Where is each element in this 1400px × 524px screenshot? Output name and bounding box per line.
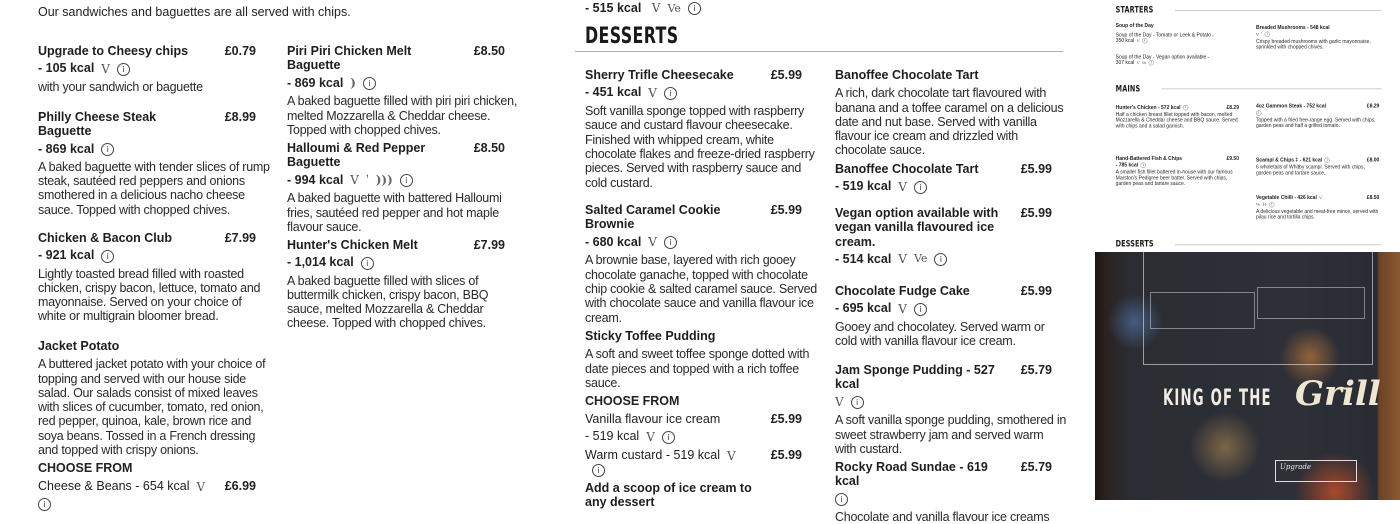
item-header [1116, 23, 1239, 29]
item-kcal: - 621 kcal [1299, 157, 1323, 163]
item-name-text: 4oz Gammon Steak [1255, 103, 1303, 109]
item-header [287, 44, 505, 73]
photo-headline-script: Grill [1295, 374, 1381, 414]
item-header [835, 460, 1052, 489]
item-kcal-line [1256, 110, 1379, 116]
menu-item [585, 412, 802, 444]
vegetarian-icon: V [1136, 38, 1140, 43]
item-name-text: Halloumi & Red Pepper Baguette [287, 141, 426, 170]
item-name-text: Hunter's Chicken Melt [287, 238, 418, 252]
photo-box-left [1150, 292, 1255, 329]
menu-item [835, 363, 1067, 457]
chilli-icon: ))) [375, 173, 393, 188]
item-price: £5.99 [770, 412, 802, 426]
item-name [835, 363, 1052, 392]
vegetarian-icon: V [646, 429, 655, 444]
item-kcal-line [38, 248, 256, 262]
info-icon[interactable]: i [934, 253, 947, 266]
sandwiches-intro: Our sandwiches and baguettes are all served with chips. [38, 5, 351, 19]
info-icon[interactable]: i [851, 396, 864, 409]
desserts-thumb-heading: DESSERTS [1115, 238, 1154, 249]
vegetarian-icon: V [196, 479, 206, 494]
item-header [835, 68, 1052, 82]
menu-item [38, 110, 270, 217]
item-name [835, 206, 1052, 249]
item-header [585, 329, 802, 343]
item-name [1256, 25, 1379, 31]
item-name-text: Sherry Trifle Cheesecake [585, 68, 734, 82]
menu-item [1116, 105, 1239, 129]
item-name [38, 479, 256, 494]
item-kcal: - 519 kcal [585, 429, 640, 444]
item-name-text: Salted Caramel Cookie Brownie [585, 203, 721, 232]
choose-from-heading [585, 394, 802, 408]
choose-from-heading [38, 461, 256, 475]
menu-item [585, 448, 802, 477]
menu-item [1116, 54, 1239, 66]
vegetarian-icon: V [898, 252, 907, 267]
gluten-free-icon: ʼ [365, 173, 369, 188]
gluten-free-icon: ʼ [1261, 31, 1263, 38]
item-description: A baked baguette filled with piri piri chicken, melted Mozzarella & Cheddar cheese. Topped with chopped chives. [287, 94, 518, 138]
item-kcal: - 680 kcal [585, 234, 642, 249]
item-kcal-line [585, 85, 802, 100]
item-kcal-line [1256, 201, 1379, 207]
item-name-text: Chocolate Fudge Cake [835, 284, 970, 298]
item-description: A baked baguette with tender slices of rump steak, sautéed red peppers and onions smothered in a delicious nacho cheese sauce. Topped with chopped chives. [38, 159, 270, 217]
item-kcal: - 752 kcal [1303, 103, 1327, 109]
item-name [585, 68, 802, 82]
item-kcal: - 869 kcal [287, 75, 344, 90]
photo-headline: KING OF THE [1163, 386, 1272, 411]
item-header [585, 68, 802, 82]
item-header [38, 339, 256, 353]
desserts-divider [575, 51, 1063, 52]
item-name-text: Rocky Road Sundae [835, 460, 956, 474]
menu-item [585, 203, 817, 325]
item-header [1116, 156, 1239, 162]
item-kcal: - 527 kcal [835, 363, 995, 392]
info-icon[interactable]: i [688, 2, 701, 15]
item-name-text: Add a scoop of ice cream to any dessert [585, 481, 752, 510]
chilli-icon: )) [1262, 202, 1267, 207]
menu-item [835, 284, 1052, 349]
item-name-text: Cheese & Beans [38, 479, 132, 493]
info-icon[interactable]: i [914, 303, 927, 316]
item-description: A baked baguette filled with slices of buttermilk chicken, crispy bacon, BBQ sauce, melted Mozzarella & Cheddar cheese. Topped with chopped chives. [287, 273, 489, 331]
item-kcal: - 1,014 kcal [287, 255, 354, 270]
item-price: £5.99 [770, 448, 802, 462]
item-description: A rich, dark chocolate tart flavoured with banana and a toffee caramel on a delicious date and nut base. Served with vanilla flavour ice cream and drizzled with chocolate sauce. [835, 86, 1064, 158]
item-header [38, 479, 256, 494]
item-name-text: Chicken & Bacon Club [38, 231, 173, 245]
item-description: A smaller fish fillet battered in-house with our famous Marston's Pedigree beer batter. Served with chips, garden peas and tartare sauce. [1115, 169, 1233, 187]
item-price: £5.99 [1020, 162, 1052, 176]
info-icon[interactable]: i [101, 250, 114, 263]
menu-item [1116, 156, 1239, 187]
starters-divider [1175, 10, 1382, 11]
item-name-text: Piri Piri Chicken Melt Baguette [287, 44, 412, 73]
vegetarian-icon: V [101, 61, 110, 76]
vegetarian-icon: V [1136, 60, 1140, 65]
item-kcal: - 654 kcal [135, 479, 190, 493]
info-icon[interactable]: i [101, 143, 114, 156]
vegetarian-icon: V [898, 179, 907, 194]
info-icon[interactable]: i [664, 236, 677, 249]
item-name [585, 203, 802, 232]
item-price: £8.50 [473, 141, 505, 155]
menu-item [287, 44, 518, 138]
item-kcal: - 869 kcal [38, 141, 95, 156]
item-header [835, 363, 1052, 392]
item-description: Soft vanilla sponge topped with raspberry sauce and custard flavour cheesecake. Finished with whipped cream, white chocolate flakes and freeze-dried raspberry pieces. Served with raspberry sauce and cold custard. [585, 104, 815, 190]
desserts-thumb-divider [1175, 244, 1382, 245]
item-header [1116, 54, 1239, 66]
item-name-text: Hand-Battered Fish & Chips [1115, 155, 1183, 162]
item-kcal-line [287, 255, 505, 269]
info-icon[interactable]: i [914, 181, 927, 194]
menu-item [835, 460, 1052, 524]
item-header [1256, 103, 1379, 109]
item-kcal: - 307 kcal [1115, 53, 1210, 66]
menu-item [38, 479, 256, 511]
item-name-text: Banoffee Chocolate Tart [835, 68, 979, 82]
item-price: £0.79 [224, 44, 256, 58]
vegetarian-icon: V [1319, 195, 1323, 200]
info-icon[interactable]: i [117, 63, 130, 76]
item-description: A baked baguette with battered Halloumi fries, sautéed red pepper and hot maple flavour sauce. [287, 191, 502, 235]
item-price: £5.99 [1020, 206, 1052, 220]
info-icon[interactable]: i [1149, 60, 1154, 65]
item-description: with your sandwich or baguette [38, 80, 203, 95]
item-description: A brownie base, layered with rich gooey chocolate ganache, topped with chocolate chip cookie & salted caramel sauce. Served with chocolate sauce and vanilla flavour ice cream. [585, 253, 817, 325]
item-kcal-line [835, 179, 1052, 194]
item-name [287, 44, 505, 73]
menu-item [38, 339, 266, 458]
partial-kcal: - 515 kcal [585, 1, 642, 15]
item-header [835, 284, 1052, 298]
item-name-text: Vegan option available with vegan vanilla flavoured ice cream. [835, 206, 999, 249]
item-kcal-line [38, 142, 256, 156]
item-name [38, 339, 256, 353]
chilli-icon: ) [350, 76, 356, 91]
item-name-text: Jacket Potato [38, 339, 120, 353]
item-description: A delicious vegetable and meat-free mince, served with pilau rice and tortilla chips. [1255, 208, 1379, 220]
menu-item [585, 481, 802, 510]
vegetarian-icon: V [648, 235, 657, 250]
item-name [1116, 105, 1239, 111]
menu-item [1256, 103, 1379, 128]
item-name-text: Upgrade to Cheesy chips [38, 44, 189, 58]
info-icon[interactable]: i [662, 431, 675, 444]
item-name-text: Jam Sponge Pudding [835, 363, 963, 377]
menu-item [1116, 23, 1239, 29]
item-header [585, 481, 802, 510]
menu-item [287, 238, 505, 331]
choose-from-label: CHOOSE FROM [585, 394, 680, 408]
mains-heading: MAINS [1115, 83, 1141, 94]
item-description: 6 wholetails of Whitby scampi. Served with chips, garden peas and tartare sauce. [1255, 164, 1365, 176]
photo-upgrade-box: Upgrade [1275, 460, 1357, 482]
item-name [585, 329, 802, 343]
item-price: £8.29 [1366, 103, 1380, 109]
item-name-text: Soup of the Day [1115, 22, 1154, 29]
item-description: Lightly toasted bread filled with roasted chicken, crispy bacon, lettuce, tomato and mayonnaise. Served on your choice of white or multigrain bloomer bread. [38, 266, 261, 324]
item-name-text: Scampi & Chips ‡ [1255, 157, 1299, 163]
item-kcal-line [835, 252, 1052, 267]
item-price: £8.99 [224, 110, 256, 124]
item-price: £7.99 [224, 231, 256, 245]
item-header [585, 203, 802, 232]
item-kcal: - 695 kcal [835, 301, 892, 316]
item-name-text: Hunter's Chicken [1115, 104, 1157, 111]
item-header [835, 162, 1052, 176]
item-description: Half a chicken breast fillet topped with bacon, melted Mozzarella & Cheddar cheese and BBQ sauce. Served with chips and a salad garnish. [1115, 111, 1238, 129]
item-name [1116, 156, 1239, 162]
info-icon[interactable]: i [592, 464, 605, 477]
item-price: £5.99 [770, 203, 802, 217]
item-price: £5.79 [1020, 363, 1052, 377]
item-kcal: - 548 kcal [1307, 24, 1330, 31]
item-header [1116, 105, 1239, 111]
vegetarian-icon: V [835, 395, 844, 410]
item-header [38, 231, 256, 245]
item-price: £8.00 [1366, 157, 1380, 163]
item-name-text: Breaded Mushrooms [1255, 24, 1306, 31]
info-icon[interactable]: i [664, 87, 677, 100]
info-icon[interactable]: i [1142, 38, 1147, 43]
item-kcal-line [287, 76, 505, 91]
item-kcal-line [1116, 162, 1239, 168]
item-name [38, 110, 256, 139]
item-name-text: Sticky Toffee Pudding [585, 329, 716, 343]
info-icon[interactable]: i [1324, 158, 1329, 163]
info-icon[interactable]: i [361, 257, 374, 270]
item-name-text: Philly Cheese Steak Baguette [38, 110, 157, 139]
vegan-icon: Ve [1141, 60, 1147, 65]
item-kcal: - 519 kcal [665, 448, 721, 462]
vegan-icon: Ve [667, 2, 681, 16]
item-name-text: Warm custard [585, 448, 663, 462]
item-price: £5.79 [1020, 460, 1052, 474]
item-kcal: - 105 kcal [38, 61, 95, 76]
item-name [585, 412, 802, 426]
info-icon[interactable]: i [400, 174, 413, 187]
choose-from-label: CHOOSE FROM [38, 461, 133, 475]
item-kcal-line [38, 61, 256, 76]
item-name [1116, 32, 1239, 44]
item-kcal: - 350 kcal [1115, 31, 1214, 44]
item-kcal: - 921 kcal [38, 248, 95, 263]
item-name [38, 44, 256, 58]
item-name [835, 68, 1052, 82]
item-kcal: - 514 kcal [835, 251, 892, 266]
item-kcal: - 451 kcal [585, 85, 642, 100]
menu-item [585, 329, 810, 390]
item-header [1116, 32, 1239, 44]
item-description: A soft vanilla sponge pudding, smothered in sweet strawberry jam and served warm with custard. [835, 413, 1067, 457]
item-header [585, 448, 802, 477]
info-icon[interactable]: i [1141, 163, 1146, 168]
item-name [1256, 157, 1379, 163]
item-name [1116, 23, 1239, 29]
vegetarian-icon: V [1255, 31, 1259, 37]
item-description: A buttered jacket potato with your choice of topping and served with our house side salad. Our salads consist of mixed leaves with slices of cucumber, tomato, red onion, red pepper, quinoa, kale, brown rice and soya beans. Tossed in a French dressing and topped with crispy onions. [38, 357, 266, 458]
item-price: £6.99 [224, 479, 256, 493]
vegetarian-icon: V [898, 301, 907, 316]
partial-kcal-row [585, 1, 701, 16]
item-description: Topped with a fried free-range egg. Served with chips, garden peas and half a grilled tomato. [1255, 116, 1376, 129]
menu-photo[interactable] [1095, 252, 1400, 500]
item-name [1116, 54, 1239, 66]
item-price: £9.50 [1226, 155, 1239, 162]
vegan-icon: Ve [1255, 202, 1261, 207]
menu-item [38, 44, 256, 94]
item-kcal-line [1256, 31, 1379, 37]
item-name [1256, 103, 1379, 109]
item-kcal-line [585, 235, 802, 250]
vegetarian-icon: V [350, 173, 359, 188]
item-header [287, 141, 505, 170]
menu-item [1256, 25, 1379, 50]
item-header [1256, 195, 1379, 201]
item-name [287, 141, 505, 170]
menu-item [1116, 32, 1239, 44]
item-name-text: Banoffee Chocolate Tart [835, 162, 979, 176]
info-icon[interactable]: i [38, 498, 51, 511]
starters-heading: STARTERS [1115, 4, 1154, 15]
info-icon[interactable]: i [363, 77, 376, 90]
info-icon[interactable]: i [1256, 110, 1261, 115]
item-price: £8.50 [473, 44, 505, 58]
item-name [287, 238, 505, 252]
item-name [38, 231, 256, 245]
item-name-text: Soup of the Day - Vegan option available [1115, 53, 1207, 60]
item-price: £8.50 [1366, 194, 1380, 201]
mains-divider [1162, 88, 1382, 89]
item-header [835, 206, 1052, 249]
item-kcal: - 785 kcal [1115, 162, 1139, 168]
item-kcal: - 619 kcal [835, 460, 988, 489]
menu-thumbnail[interactable] [1095, 0, 1400, 252]
item-name [835, 460, 1052, 489]
menu-item [1256, 157, 1379, 175]
info-icon[interactable]: i [1183, 105, 1188, 110]
item-name [585, 448, 802, 477]
menu-item [1256, 195, 1379, 220]
item-description: A soft and sweet toffee sponge dotted with date pieces and topped with a rich toffee sauce. [585, 347, 810, 390]
item-kcal-line [835, 301, 1052, 316]
item-price: £8.29 [1226, 104, 1239, 111]
item-description: Crispy breaded mushrooms with garlic mayonnaise, sprinkled with chopped chives. [1255, 38, 1371, 50]
item-description: Gooey and chocolatey. Served warm or cold with vanilla flavour ice cream. [835, 320, 1045, 349]
item-kcal: - 994 kcal [287, 172, 344, 187]
item-header [585, 412, 802, 426]
vegetarian-icon: V [651, 1, 661, 16]
item-name [835, 162, 1052, 176]
info-icon[interactable]: i [835, 493, 848, 506]
photo-box-right [1257, 287, 1365, 319]
item-price: £5.99 [770, 68, 802, 82]
item-name-text: Vanilla flavour ice cream [585, 412, 721, 426]
vegetarian-icon: V [727, 448, 736, 463]
item-name [585, 481, 802, 510]
item-name [1256, 195, 1379, 201]
menu-item [835, 162, 1052, 194]
item-header [1256, 157, 1379, 163]
vegan-icon: Ve [913, 252, 928, 266]
menu-item [38, 231, 261, 324]
item-kcal-line [38, 497, 256, 511]
dietary-icons [645, 1, 701, 15]
item-kcal: - 572 kcal [1157, 104, 1181, 111]
info-icon[interactable]: i [1269, 202, 1274, 207]
vegetarian-icon: V [648, 85, 657, 100]
item-price: £7.99 [473, 238, 505, 252]
item-header [1256, 25, 1379, 31]
info-icon[interactable]: i [1265, 32, 1270, 37]
item-kcal: - 426 kcal [1294, 194, 1317, 201]
item-kcal-line [287, 173, 505, 188]
menu-item [835, 206, 1052, 267]
menu-item [835, 68, 1064, 158]
item-kcal: - 519 kcal [835, 179, 892, 194]
item-header [287, 238, 505, 252]
item-header [38, 110, 256, 139]
item-name-text: Vegetable Chilli [1255, 194, 1293, 201]
item-name-text: Soup of the Day - Tomato or Leek & Potato [1115, 31, 1211, 38]
desserts-heading: DESSERTS [585, 24, 679, 49]
menu-item [585, 68, 815, 190]
item-description: Chocolate and vanilla flavour ice creams [835, 509, 1050, 524]
item-kcal-line [835, 492, 1052, 506]
item-kcal-line [835, 395, 1052, 410]
item-price: £5.99 [1020, 284, 1052, 298]
item-kcal-line [585, 429, 802, 444]
item-name [835, 284, 1052, 298]
item-header [38, 44, 256, 58]
menu-item [287, 141, 505, 234]
